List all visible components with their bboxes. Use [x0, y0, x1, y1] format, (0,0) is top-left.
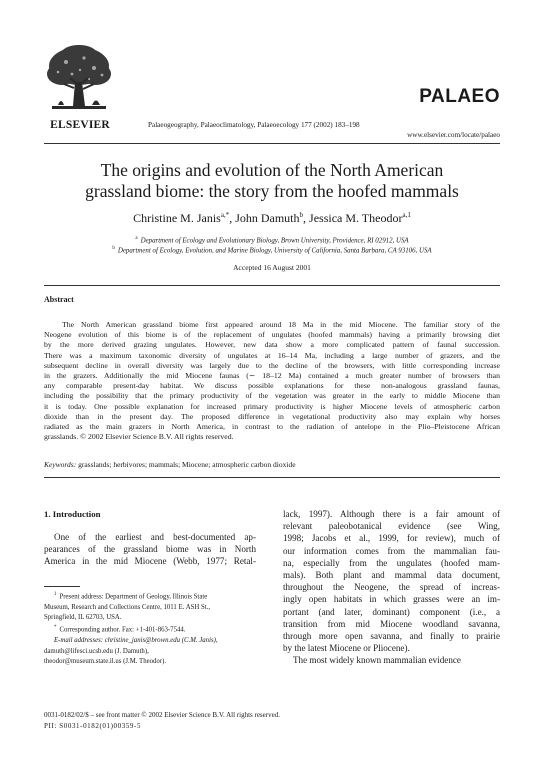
body-line: by the latest Miocene or Pliocene).	[283, 643, 410, 654]
abstract-line: any comparable present-day habitat. We discuss possible explanations for these non-analogous grassland faunas,	[44, 381, 500, 391]
author-name: John Damuth	[235, 211, 300, 225]
abstract-divider	[44, 477, 500, 478]
body-line: throughout the Neogene, the spread of increas-	[283, 582, 500, 593]
footnote-line: $^1$ Present address: Department of Geology, Illinois State	[54, 592, 208, 601]
abstract-line: in the grazers. Additionally the mid Miocene faunas (∼ 18–12 Ma) contained a much greater number of browsers than	[44, 371, 500, 381]
affiliation-mark: b	[112, 246, 115, 251]
footnote-line: damuth@lifesci.ucsb.edu (J. Damuth),	[44, 647, 149, 655]
body-line: The most widely known mammalian evidence	[293, 655, 461, 666]
abstract-line: subsequent decline in overall diversity was largely due to the decline of the browsers, with little corresponding increase	[44, 360, 500, 370]
footnote-mark: 1	[54, 592, 57, 597]
abstract-line: by the more derived grazing ungulates. However, new data show a more complicated pattern of faunal succession.	[44, 340, 500, 350]
author-name: Christine M. Janis	[133, 211, 221, 225]
pii-line: PII: S0031-0182(01)00359-5	[44, 722, 142, 730]
footnotes	[44, 590, 258, 667]
keywords-list: grasslands; herbivores; mammals; Miocene; atmospheric carbon dioxide	[78, 460, 296, 469]
left-column-text	[44, 531, 256, 568]
author-separator: ,	[229, 211, 236, 225]
article-title	[44, 160, 500, 202]
footnote-mark: *	[54, 625, 57, 631]
body-line: America in the mid Miocene (Webb, 1977; Retal-	[44, 556, 256, 567]
body-line: relevant paleobotanical evidence (see Wing,	[283, 521, 500, 532]
footnote-line	[44, 636, 258, 646]
footnote-divider	[44, 586, 80, 587]
affiliation-b	[44, 246, 500, 254]
footnote-line: Museum, Research and Collections Centre, 1011 E. ASH St.,	[44, 603, 211, 611]
abstract-line: radiated as the main grazers in North America, in contrast to the radiation of antelope in the Plio–Pleistocene African	[44, 422, 500, 432]
author-name: Jessica M. Theodor	[309, 211, 403, 225]
journal-brand-logo: PALAEO	[419, 86, 500, 107]
abstract-line: The North American grassland biome first appeared around 18 Ma in the mid Miocene. The familiar story of the	[62, 320, 500, 329]
body-line: lack, 1997). Although there is a fair amount of	[283, 509, 500, 519]
elsevier-tree-logo	[44, 44, 114, 118]
publisher-name: ELSEVIER	[50, 119, 110, 131]
body-line: One of the earliest and best-documented ap-	[54, 532, 256, 542]
abstract-line: dioxide than in the present day. The proposed difference in vegetational productivity also may explain why horses	[44, 411, 500, 421]
affiliation-text: Department of Ecology and Evolutionary Biology, Brown University, Providence, RI 02912, USA	[140, 237, 409, 245]
abstract-heading: Abstract	[44, 295, 74, 304]
journal-website-link[interactable]: www.elsevier.com/locate/palaeo	[407, 131, 500, 139]
footnote-line: * Corresponding author. Fax: +1-401-863-7544.	[54, 625, 186, 634]
body-line: transition from mid Miocene woodland savanna,	[283, 618, 500, 629]
body-line: portant (and later, dominant) component (i.e., a	[283, 606, 500, 617]
author-marks: a,1	[402, 211, 411, 219]
abstract-line: grasslands. © 2002 Elsevier Science B.V. All rights reserved.	[44, 432, 234, 442]
author-marks: a,*	[220, 211, 230, 219]
title-divider	[44, 285, 500, 286]
accepted-date: Accepted 16 August 2001	[233, 263, 311, 272]
footnote-line: Springfield, IL 62703, USA.	[44, 614, 122, 622]
affiliation-a	[44, 236, 500, 244]
body-line: 1998; Jacobs et al., 1999, for review), much of	[283, 533, 500, 544]
body-line: ingly open habitats in which grasses were an im-	[283, 594, 500, 605]
author-list	[44, 211, 500, 226]
header-divider	[44, 143, 500, 144]
email-line: E-mail addresses: christine_janis@brown.edu (C.M. Janis),	[54, 637, 218, 645]
author-separator: ,	[303, 211, 310, 225]
title-line: grassland biome: the story from the hoofed mammals	[85, 181, 459, 201]
affiliation-text: Department of Ecology, Evolution, and Marine Biology, University of California, Santa Barbara, CA 93106, USA	[117, 247, 432, 255]
keywords	[44, 460, 296, 469]
body-line: our information comes from the mammalian fau-	[283, 545, 500, 556]
title-line: The origins and evolution of the North American	[100, 160, 444, 180]
body-line: na, especially from the ungulates (hoofed mam-	[283, 557, 500, 568]
footnote-line: theodor@museum.state.il.us (J.M. Theodor).	[44, 657, 167, 665]
body-line: mals). Both plant and mammal data document,	[283, 570, 500, 581]
affiliation-mark: a	[135, 236, 138, 241]
abstract-body	[44, 320, 500, 442]
issn-line: 0031-0182/02/$ – see front matter © 2002 Elsevier Science B.V. All rights reserved.	[44, 711, 280, 719]
abstract-line: it is today. One possible explanation for increased primary productivity is higher Miocene levels of atmospheric carbon	[44, 401, 500, 411]
abstract-line: including the possibility that the primary productivity of the vegetation was greater in the early to middle Miocene than	[44, 391, 500, 401]
right-column-text	[283, 508, 500, 667]
section-heading: 1. Introduction	[44, 509, 101, 519]
abstract-line: Neogene evolution of this biome is of the replacement of ungulates (hoofed mammals) having a primarily browsing diet	[44, 330, 500, 340]
journal-citation: Palaeogeography, Palaeoclimatology, Palaeoecology 177 (2002) 183–198	[148, 121, 360, 129]
keywords-label: Keywords:	[44, 460, 77, 469]
body-line: pearances of the grassland biome was in North	[44, 544, 256, 555]
abstract-line: There was a maximum taxonomic diversity of ungulates at 16–14 Ma, including a large number of grazers, and the	[44, 350, 500, 360]
body-line: through more open savanna, and finally to prairie	[283, 631, 500, 642]
author-marks: b	[299, 211, 304, 219]
